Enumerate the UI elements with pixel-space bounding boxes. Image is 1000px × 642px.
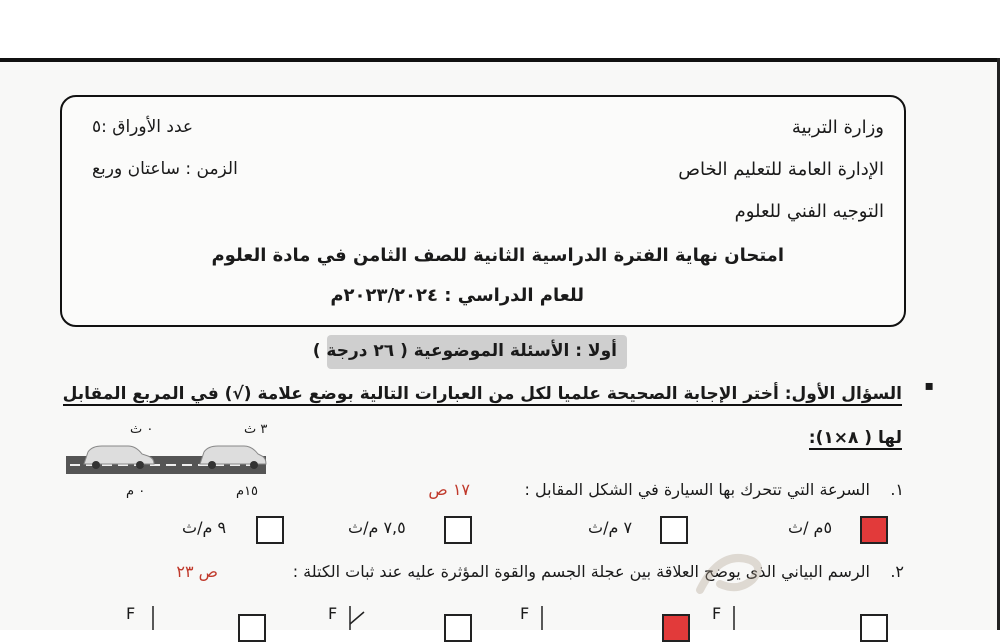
item2-page-ref: ص ٢٣: [176, 562, 218, 581]
question1-text: أختر الإجابة الصحيحة علميا لكل من العبارات التالية بوضع علامة (√) في المربع المقابل: [62, 384, 785, 404]
department-name: الإدارة العامة للتعليم الخاص: [678, 159, 884, 180]
guidance-name: التوجيه الفني للعلوم: [734, 201, 884, 222]
question1-heading-line2: [809, 428, 902, 450]
section-title: أولا : الأسئلة الموضوعية ( ٢٦ درجة ): [312, 341, 617, 361]
item2-option3-checkbox[interactable]: [662, 614, 690, 642]
item2-graph2-axis-label: F: [328, 604, 338, 623]
question1-marks: ( ٨×١):: [808, 428, 873, 448]
question-bullet: ▪: [924, 378, 934, 394]
ministry-name: وزارة التربية: [791, 117, 884, 138]
item1-option1-checkbox[interactable]: [860, 516, 888, 544]
item2-graph4-axis-label: F: [712, 604, 722, 623]
item2-graph1-axis-label: F: [126, 604, 136, 623]
item1-option3-label: ٧,٥ م/ث: [348, 518, 406, 537]
item2-graph3-axis-label: F: [520, 604, 530, 623]
item2-option1-checkbox[interactable]: [238, 614, 266, 642]
figure-dist-left: ١٥م: [236, 484, 259, 499]
item1-option1-label: ٥م /ث: [788, 518, 833, 537]
item2-number: ٢.: [890, 562, 904, 581]
item2-graph3-axis: [538, 606, 552, 630]
item1-option4-checkbox[interactable]: [256, 516, 284, 544]
item2-graph2-axis: [346, 606, 366, 630]
item2-text: الرسم البياني الذى يوضح العلاقة بين عجلة الجسم والقوة المؤثرة عليه عند ثبات الكتلة :: [292, 562, 870, 581]
pages-count: عدد الأوراق :٥: [92, 117, 194, 137]
item1-option4-label: ٩ م/ث: [182, 518, 227, 537]
item2-graph4-axis: [730, 606, 744, 630]
item2-option2-checkbox[interactable]: [444, 614, 472, 642]
question1-heading: [63, 384, 902, 406]
exam-header-box: [60, 95, 906, 327]
figure-time-right: ٠ ث: [130, 422, 154, 437]
exam-title: امتحان نهاية الفترة الدراسية الثانية للصف الثامن في مادة العلوم: [211, 245, 784, 266]
section-title-bg: [312, 335, 627, 369]
figure-time-left: ٣ ث: [244, 422, 268, 437]
item1-number: ١.: [890, 480, 904, 499]
item1-option2-label: ٧ م/ث: [588, 518, 633, 537]
paper-top-edge: [0, 58, 1000, 62]
item1-option2-checkbox[interactable]: [660, 516, 688, 544]
item1-text: السرعة التي تتحرك بها السيارة في الشكل المقابل :: [524, 480, 870, 499]
top-margin: [0, 0, 1000, 60]
exam-time: الزمن : ساعتان وربع: [92, 159, 238, 179]
item2-option4-checkbox[interactable]: [860, 614, 888, 642]
item2-graph1-axis: [146, 606, 160, 630]
question1-lead: السؤال الأول:: [784, 384, 902, 404]
item1-page-ref: ١٧ ص: [428, 480, 470, 499]
watermark-logo: [690, 540, 770, 600]
question1-text2: لها: [878, 428, 902, 448]
item1-option3-checkbox[interactable]: [444, 516, 472, 544]
academic-year: للعام الدراسي : ٢٠٢٣/٢٠٢٤م: [330, 285, 584, 306]
figure-dist-right: ٠ م: [126, 484, 146, 499]
